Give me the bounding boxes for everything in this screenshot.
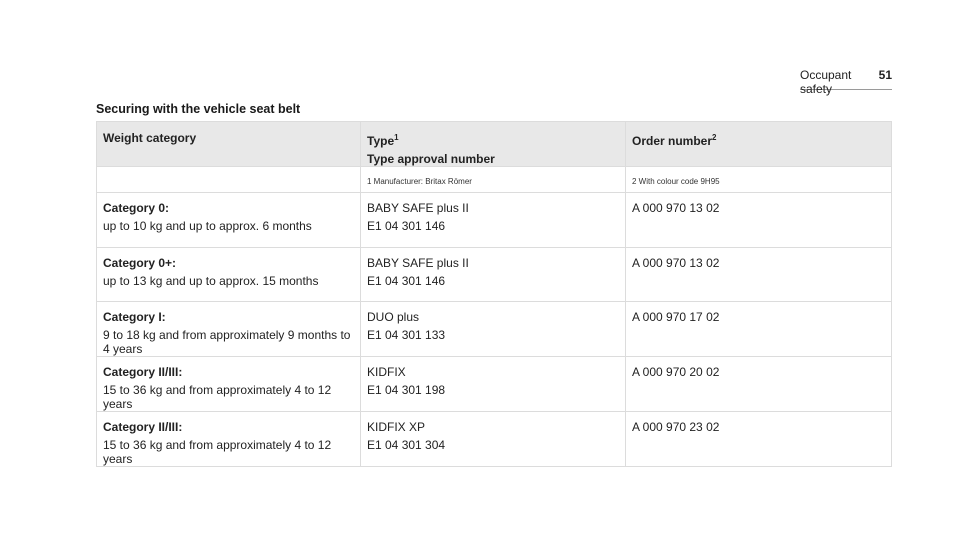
header-order-number: Order number$^2$ — [626, 122, 892, 167]
page-header — [800, 63, 892, 96]
type-cell: DUO plus E1 04 301 133 — [361, 302, 626, 357]
order-cell: A 000 970 23 02 — [626, 412, 892, 467]
weight-cell: Category I: 9 to 18 kg and from approximately 9 months to 4 years — [97, 302, 361, 357]
header-type: Type$^1$ Type approval number — [361, 122, 626, 167]
header-type-approval: Type approval number — [367, 152, 495, 166]
table-row — [97, 302, 892, 357]
child-seat-table — [96, 121, 892, 467]
footnote-ref-2: 2 — [712, 133, 717, 142]
weight-cell: Category II/III: 15 to 36 kg and from approximately 4 to 12 years — [97, 412, 361, 467]
order-cell: A 000 970 17 02 — [626, 302, 892, 357]
table-row — [97, 193, 892, 248]
footnote-2: 2 With colour code 9H95 — [626, 167, 892, 193]
table-row — [97, 357, 892, 412]
header-weight-category: Weight category — [97, 122, 361, 167]
order-cell: A 000 970 13 02 — [626, 248, 892, 302]
section-title: Occupant safety — [800, 68, 852, 96]
weight-cell: Category 0+: up to 13 kg and up to approx. 15 months — [97, 248, 361, 302]
footnote-empty-cell — [97, 167, 361, 193]
type-cell: KIDFIX XP E1 04 301 304 — [361, 412, 626, 467]
table-row — [97, 412, 892, 467]
type-cell: KIDFIX E1 04 301 198 — [361, 357, 626, 412]
weight-cell: Category 0: up to 10 kg and up to approx. 6 months — [97, 193, 361, 248]
order-cell: A 000 970 20 02 — [626, 357, 892, 412]
page-number: 51 — [878, 68, 892, 82]
footnote-ref-1: 1 — [394, 133, 399, 142]
footnote-1: 1 Manufacturer: Britax Römer — [361, 167, 626, 193]
order-cell: A 000 970 13 02 — [626, 193, 892, 248]
type-cell: BABY SAFE plus II E1 04 301 146 — [361, 248, 626, 302]
table-row — [97, 248, 892, 302]
section-heading: Securing with the vehicle seat belt — [96, 102, 301, 116]
footnote-row — [97, 167, 892, 193]
table-header-row — [97, 122, 892, 167]
type-cell: BABY SAFE plus II E1 04 301 146 — [361, 193, 626, 248]
weight-cell: Category II/III: 15 to 36 kg and from approximately 4 to 12 years — [97, 357, 361, 412]
